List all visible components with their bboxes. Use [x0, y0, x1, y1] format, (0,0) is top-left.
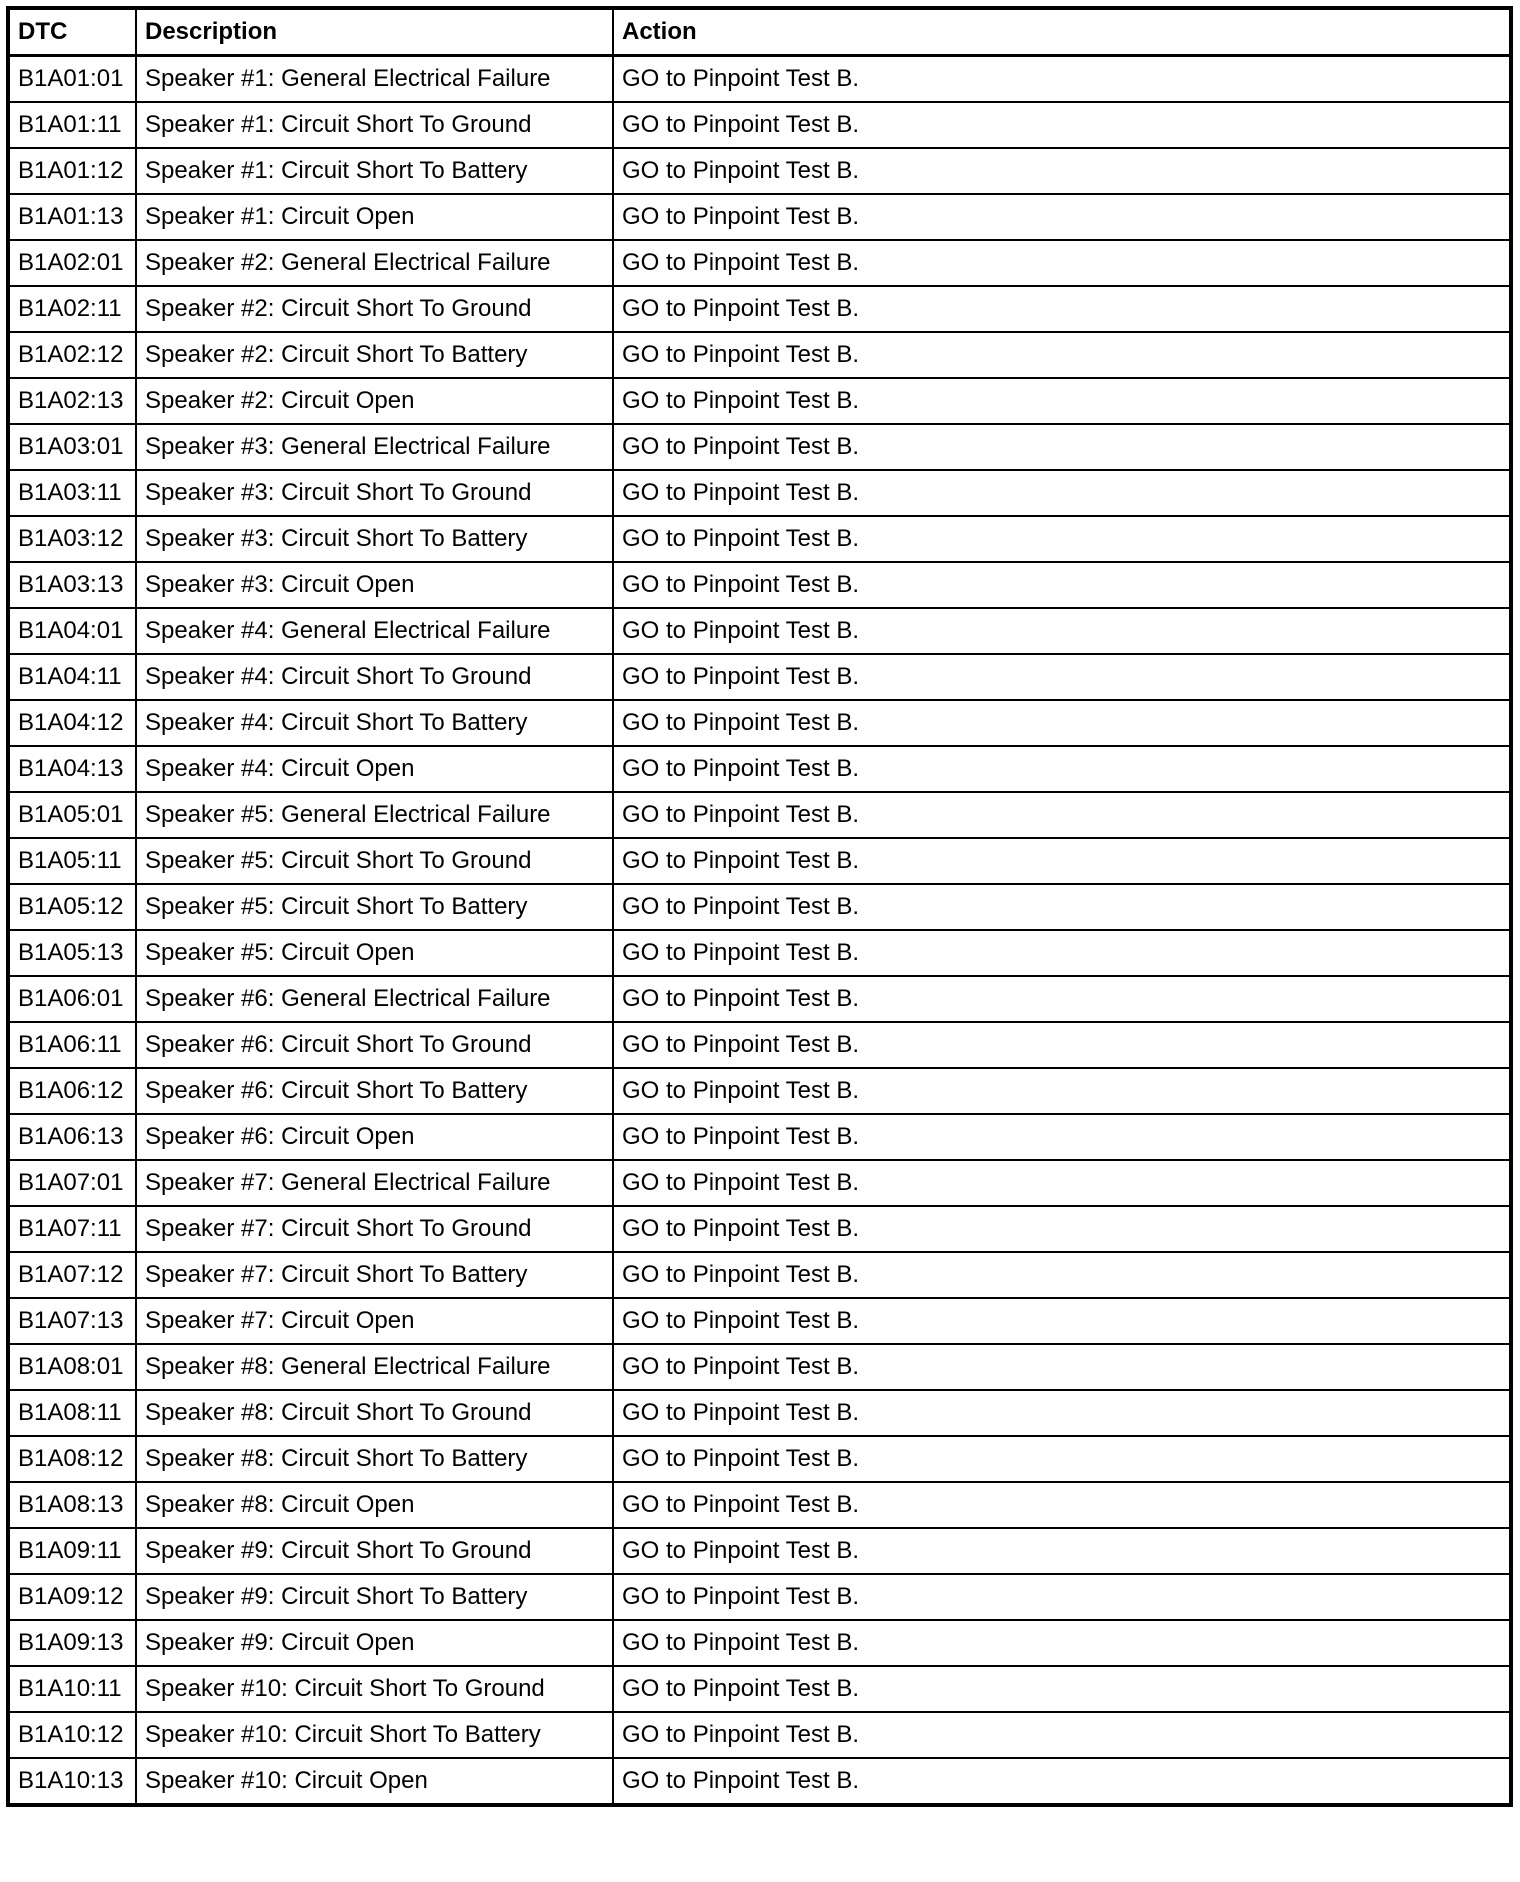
table-row: [8, 332, 1511, 378]
table-row: [8, 1758, 1511, 1805]
action-cell: GO to Pinpoint Test B.: [613, 194, 1511, 240]
header-dtc: DTC: [8, 8, 136, 56]
description-cell: Speaker #5: Circuit Open: [136, 930, 613, 976]
dtc-cell: B1A09:12: [8, 1574, 136, 1620]
action-cell: GO to Pinpoint Test B.: [613, 562, 1511, 608]
description-cell: Speaker #3: Circuit Short To Battery: [136, 516, 613, 562]
dtc-cell: B1A01:01: [8, 56, 136, 103]
dtc-cell: B1A10:13: [8, 1758, 136, 1805]
dtc-cell: B1A06:01: [8, 976, 136, 1022]
description-cell: Speaker #8: General Electrical Failure: [136, 1344, 613, 1390]
table-row: [8, 700, 1511, 746]
table-row: [8, 976, 1511, 1022]
description-cell: Speaker #5: Circuit Short To Ground: [136, 838, 613, 884]
action-cell: GO to Pinpoint Test B.: [613, 1574, 1511, 1620]
dtc-cell: B1A08:01: [8, 1344, 136, 1390]
dtc-cell: B1A06:11: [8, 1022, 136, 1068]
description-cell: Speaker #5: General Electrical Failure: [136, 792, 613, 838]
header-description: Description: [136, 8, 613, 56]
description-cell: Speaker #4: Circuit Open: [136, 746, 613, 792]
dtc-cell: B1A01:12: [8, 148, 136, 194]
action-cell: GO to Pinpoint Test B.: [613, 700, 1511, 746]
table-row: [8, 1666, 1511, 1712]
table-row: [8, 56, 1511, 103]
action-cell: GO to Pinpoint Test B.: [613, 1482, 1511, 1528]
dtc-cell: B1A01:13: [8, 194, 136, 240]
description-cell: Speaker #2: Circuit Open: [136, 378, 613, 424]
dtc-cell: B1A07:12: [8, 1252, 136, 1298]
description-cell: Speaker #8: Circuit Open: [136, 1482, 613, 1528]
description-cell: Speaker #10: Circuit Open: [136, 1758, 613, 1805]
table-row: [8, 1252, 1511, 1298]
action-cell: GO to Pinpoint Test B.: [613, 1298, 1511, 1344]
dtc-cell: B1A03:13: [8, 562, 136, 608]
action-cell: GO to Pinpoint Test B.: [613, 1758, 1511, 1805]
dtc-cell: B1A03:01: [8, 424, 136, 470]
action-cell: GO to Pinpoint Test B.: [613, 1252, 1511, 1298]
action-cell: GO to Pinpoint Test B.: [613, 1068, 1511, 1114]
description-cell: Speaker #6: General Electrical Failure: [136, 976, 613, 1022]
action-cell: GO to Pinpoint Test B.: [613, 746, 1511, 792]
description-cell: Speaker #2: Circuit Short To Battery: [136, 332, 613, 378]
action-cell: GO to Pinpoint Test B.: [613, 1620, 1511, 1666]
table-row: [8, 1160, 1511, 1206]
header-action: Action: [613, 8, 1511, 56]
table-row: [8, 884, 1511, 930]
dtc-cell: B1A03:11: [8, 470, 136, 516]
table-row: [8, 1436, 1511, 1482]
description-cell: Speaker #7: General Electrical Failure: [136, 1160, 613, 1206]
action-cell: GO to Pinpoint Test B.: [613, 148, 1511, 194]
table-row: [8, 1206, 1511, 1252]
table-row: [8, 654, 1511, 700]
description-cell: Speaker #9: Circuit Short To Battery: [136, 1574, 613, 1620]
table-row: [8, 838, 1511, 884]
description-cell: Speaker #4: Circuit Short To Ground: [136, 654, 613, 700]
dtc-cell: B1A01:11: [8, 102, 136, 148]
table-row: [8, 1068, 1511, 1114]
table-row: [8, 1574, 1511, 1620]
description-cell: Speaker #8: Circuit Short To Ground: [136, 1390, 613, 1436]
dtc-cell: B1A09:11: [8, 1528, 136, 1574]
description-cell: Speaker #3: Circuit Open: [136, 562, 613, 608]
description-cell: Speaker #1: Circuit Open: [136, 194, 613, 240]
dtc-table: [6, 6, 1513, 1807]
action-cell: GO to Pinpoint Test B.: [613, 884, 1511, 930]
dtc-cell: B1A05:12: [8, 884, 136, 930]
action-cell: GO to Pinpoint Test B.: [613, 1390, 1511, 1436]
description-cell: Speaker #6: Circuit Open: [136, 1114, 613, 1160]
description-cell: Speaker #8: Circuit Short To Battery: [136, 1436, 613, 1482]
description-cell: Speaker #7: Circuit Short To Battery: [136, 1252, 613, 1298]
table-row: [8, 746, 1511, 792]
action-cell: GO to Pinpoint Test B.: [613, 1160, 1511, 1206]
action-cell: GO to Pinpoint Test B.: [613, 654, 1511, 700]
table-row: [8, 792, 1511, 838]
dtc-cell: B1A05:01: [8, 792, 136, 838]
description-cell: Speaker #7: Circuit Open: [136, 1298, 613, 1344]
action-cell: GO to Pinpoint Test B.: [613, 424, 1511, 470]
action-cell: GO to Pinpoint Test B.: [613, 240, 1511, 286]
dtc-cell: B1A04:11: [8, 654, 136, 700]
table-row: [8, 1390, 1511, 1436]
action-cell: GO to Pinpoint Test B.: [613, 1344, 1511, 1390]
action-cell: GO to Pinpoint Test B.: [613, 286, 1511, 332]
description-cell: Speaker #9: Circuit Open: [136, 1620, 613, 1666]
description-cell: Speaker #10: Circuit Short To Ground: [136, 1666, 613, 1712]
action-cell: GO to Pinpoint Test B.: [613, 1436, 1511, 1482]
table-row: [8, 516, 1511, 562]
description-cell: Speaker #9: Circuit Short To Ground: [136, 1528, 613, 1574]
table-row: [8, 286, 1511, 332]
dtc-cell: B1A03:12: [8, 516, 136, 562]
dtc-cell: B1A08:11: [8, 1390, 136, 1436]
action-cell: GO to Pinpoint Test B.: [613, 976, 1511, 1022]
action-cell: GO to Pinpoint Test B.: [613, 838, 1511, 884]
table-row: [8, 1114, 1511, 1160]
description-cell: Speaker #5: Circuit Short To Battery: [136, 884, 613, 930]
dtc-cell: B1A08:12: [8, 1436, 136, 1482]
table-row: [8, 1620, 1511, 1666]
description-cell: Speaker #6: Circuit Short To Battery: [136, 1068, 613, 1114]
description-cell: Speaker #4: Circuit Short To Battery: [136, 700, 613, 746]
dtc-cell: B1A02:01: [8, 240, 136, 286]
dtc-cell: B1A08:13: [8, 1482, 136, 1528]
action-cell: GO to Pinpoint Test B.: [613, 470, 1511, 516]
description-cell: Speaker #1: General Electrical Failure: [136, 56, 613, 103]
table-row: [8, 608, 1511, 654]
dtc-cell: B1A07:11: [8, 1206, 136, 1252]
dtc-cell: B1A07:01: [8, 1160, 136, 1206]
description-cell: Speaker #2: General Electrical Failure: [136, 240, 613, 286]
action-cell: GO to Pinpoint Test B.: [613, 378, 1511, 424]
description-cell: Speaker #7: Circuit Short To Ground: [136, 1206, 613, 1252]
dtc-cell: B1A04:13: [8, 746, 136, 792]
table-row: [8, 1482, 1511, 1528]
table-header-row: [8, 8, 1511, 56]
description-cell: Speaker #10: Circuit Short To Battery: [136, 1712, 613, 1758]
action-cell: GO to Pinpoint Test B.: [613, 792, 1511, 838]
description-cell: Speaker #3: Circuit Short To Ground: [136, 470, 613, 516]
dtc-cell: B1A06:13: [8, 1114, 136, 1160]
description-cell: Speaker #2: Circuit Short To Ground: [136, 286, 613, 332]
dtc-cell: B1A04:12: [8, 700, 136, 746]
action-cell: GO to Pinpoint Test B.: [613, 930, 1511, 976]
table-row: [8, 1712, 1511, 1758]
description-cell: Speaker #3: General Electrical Failure: [136, 424, 613, 470]
dtc-cell: B1A02:13: [8, 378, 136, 424]
dtc-cell: B1A02:12: [8, 332, 136, 378]
action-cell: GO to Pinpoint Test B.: [613, 516, 1511, 562]
action-cell: GO to Pinpoint Test B.: [613, 56, 1511, 103]
table-row: [8, 102, 1511, 148]
action-cell: GO to Pinpoint Test B.: [613, 1206, 1511, 1252]
action-cell: GO to Pinpoint Test B.: [613, 1666, 1511, 1712]
action-cell: GO to Pinpoint Test B.: [613, 608, 1511, 654]
action-cell: GO to Pinpoint Test B.: [613, 1022, 1511, 1068]
table-row: [8, 562, 1511, 608]
table-row: [8, 148, 1511, 194]
description-cell: Speaker #4: General Electrical Failure: [136, 608, 613, 654]
dtc-cell: B1A09:13: [8, 1620, 136, 1666]
table-body: [8, 56, 1511, 1806]
action-cell: GO to Pinpoint Test B.: [613, 1528, 1511, 1574]
dtc-cell: B1A05:13: [8, 930, 136, 976]
dtc-cell: B1A04:01: [8, 608, 136, 654]
table-row: [8, 930, 1511, 976]
table-row: [8, 1528, 1511, 1574]
dtc-cell: B1A06:12: [8, 1068, 136, 1114]
table-row: [8, 470, 1511, 516]
table-row: [8, 1298, 1511, 1344]
description-cell: Speaker #1: Circuit Short To Ground: [136, 102, 613, 148]
dtc-cell: B1A10:12: [8, 1712, 136, 1758]
table-row: [8, 194, 1511, 240]
table-row: [8, 1022, 1511, 1068]
dtc-cell: B1A05:11: [8, 838, 136, 884]
dtc-cell: B1A02:11: [8, 286, 136, 332]
table-row: [8, 240, 1511, 286]
action-cell: GO to Pinpoint Test B.: [613, 332, 1511, 378]
description-cell: Speaker #6: Circuit Short To Ground: [136, 1022, 613, 1068]
action-cell: GO to Pinpoint Test B.: [613, 1114, 1511, 1160]
action-cell: GO to Pinpoint Test B.: [613, 1712, 1511, 1758]
table-row: [8, 378, 1511, 424]
description-cell: Speaker #1: Circuit Short To Battery: [136, 148, 613, 194]
table-row: [8, 1344, 1511, 1390]
dtc-cell: B1A07:13: [8, 1298, 136, 1344]
table-row: [8, 424, 1511, 470]
dtc-cell: B1A10:11: [8, 1666, 136, 1712]
action-cell: GO to Pinpoint Test B.: [613, 102, 1511, 148]
